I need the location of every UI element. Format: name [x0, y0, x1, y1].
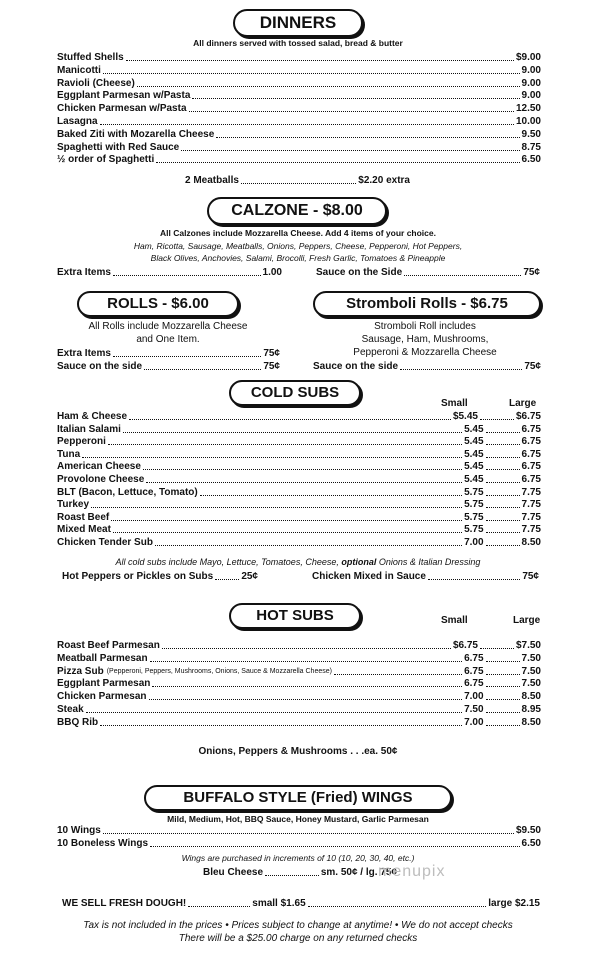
cold-sub-small-price: 5.45: [464, 423, 484, 435]
rolls-title: ROLLS - $6.00: [77, 291, 239, 317]
leader-dots: [108, 444, 462, 445]
hot-sub-large-price: 7.50: [521, 678, 541, 690]
leader-dots: [400, 369, 522, 370]
hot-subs-title: HOT SUBS: [229, 603, 361, 629]
wings-subtitle: Mild, Medium, Hot, BBQ Sauce, Honey Mustard, Garlic Parmesan: [167, 814, 429, 824]
cold-sub-name: Italian Salami: [57, 423, 121, 435]
dough-large: large $2.15: [488, 898, 540, 909]
leader-dots: [146, 482, 462, 483]
calzone-subtitle: All Calzones include Mozzarella Cheese. Add 4 items of your choice.: [159, 228, 436, 238]
cold-sub-name: Tuna: [57, 448, 81, 460]
leader-dots: [486, 495, 520, 496]
calzone-extra-row: [57, 267, 282, 279]
leader-dots: [113, 275, 261, 276]
leader-dots: [137, 86, 520, 87]
hot-sub-small-price: 6.75: [464, 678, 484, 690]
cold-sub-name: Mixed Meat: [57, 524, 111, 536]
leader-dots: [241, 183, 356, 184]
cold-sub-small-price: 5.75: [464, 486, 484, 498]
calzone-sauce-row: [316, 267, 540, 279]
dinner-name: Spaghetti with Red Sauce: [57, 141, 180, 153]
leader-dots: [100, 725, 462, 726]
leader-dots: [113, 356, 261, 357]
cold-sub-large-price: 6.75: [521, 436, 541, 448]
cold-sub-small-price: 5.75: [464, 511, 484, 523]
hot-sub-small-price: $6.75: [452, 640, 478, 651]
hot-sub-name: Pizza Sub: [57, 665, 104, 677]
hot-sub-name: Meatball Parmesan: [57, 652, 148, 664]
dinner-price: 9.50: [521, 128, 541, 140]
meatballs-name: 2 Meatballs: [185, 175, 239, 186]
bleu-cheese-row: [203, 867, 397, 879]
calzone-toppings-line1: Ham, Ricotta, Sausage, Meatballs, Onions, Peppers, Cheese, Pepperoni, Hot Peppers,: [133, 241, 463, 251]
hot-sub-small-price: 6.75: [464, 652, 484, 664]
bleu-cheese-price: sm. 50¢ / lg. 75¢: [320, 867, 397, 878]
dinner-row: [57, 129, 541, 141]
leader-dots: [308, 906, 487, 907]
dinner-price: 9.00: [521, 90, 541, 102]
hot-sub-small-price: 7.00: [464, 691, 484, 703]
leader-dots: [113, 532, 462, 533]
leader-dots: [144, 369, 261, 370]
dinner-name: Baked Ziti with Mozarella Cheese: [57, 128, 215, 140]
leader-dots: [265, 875, 319, 876]
dinners-title: DINNERS: [233, 9, 363, 37]
cold-sub-small-price: 7.00: [464, 537, 484, 548]
cold-sub-name: Pepperoni: [57, 436, 106, 448]
cold-sub-name: Turkey: [57, 499, 90, 511]
dinner-row: [57, 103, 541, 115]
hot-sub-large-price: 7.50: [521, 652, 541, 664]
leader-dots: [486, 699, 520, 700]
dough-label: WE SELL FRESH DOUGH!: [62, 898, 187, 909]
dinner-name: ½ order of Spaghetti: [57, 154, 155, 166]
dinner-price: 9.00: [521, 77, 541, 89]
cold-subs-title: COLD SUBS: [229, 380, 361, 406]
cold-sub-large-price: 6.75: [521, 448, 541, 460]
leader-dots: [486, 469, 520, 470]
hot-subs-small-header: Small: [441, 615, 468, 626]
dinner-name: Lasagna: [57, 116, 98, 127]
watermark: menupix: [378, 863, 446, 880]
leader-dots: [192, 98, 519, 99]
cold-sub-large-price: 8.50: [521, 537, 541, 548]
chicken-mixed-name: Chicken Mixed in Sauce: [312, 571, 426, 582]
cold-sub-large-price: 6.75: [521, 423, 541, 435]
leader-dots: [486, 457, 520, 458]
leader-dots: [91, 507, 462, 508]
dinner-price: 10.00: [515, 116, 541, 127]
footer-line1: Tax is not included in the prices • Prices subject to change at anytime! • We do not accept checks: [83, 920, 513, 931]
leader-dots: [103, 73, 520, 74]
cold-sub-large-price: $6.75: [515, 411, 541, 422]
wing-row: [57, 825, 541, 837]
cold-sub-small-price: 5.45: [464, 474, 484, 485]
stromboli-desc-line3: Pepperoni & Mozzarella Cheese: [353, 347, 497, 358]
leader-dots: [334, 674, 462, 675]
leader-dots: [480, 648, 514, 649]
leader-dots: [486, 482, 520, 483]
leader-dots: [152, 686, 462, 687]
dough-row: [62, 898, 540, 910]
leader-dots: [215, 579, 239, 580]
leader-dots: [181, 150, 519, 151]
dinner-row: [57, 90, 541, 102]
calzone-toppings-line2: Black Olives, Anchovies, Salami, Brocolli, Fresh Garlic, Tomatoes & Pineapple: [150, 253, 446, 263]
leader-dots: [486, 674, 520, 675]
leader-dots: [404, 275, 521, 276]
leader-dots: [100, 124, 514, 125]
rolls-sauce-name: Sauce on the side: [57, 361, 143, 372]
dinner-row: [57, 154, 541, 166]
hot-subs-extras: Onions, Peppers & Mushrooms . . .ea. 50¢: [198, 746, 398, 757]
cold-subs-note-optional: optional: [341, 557, 377, 567]
leader-dots: [486, 545, 520, 546]
hot-sub-large-price: 8.95: [521, 704, 541, 715]
leader-dots: [188, 906, 250, 907]
cold-sub-row: [57, 524, 541, 536]
rolls-sauce-row: [57, 361, 280, 373]
cold-sub-name: Provolone Cheese: [57, 474, 145, 485]
hot-peppers-row: [62, 571, 258, 583]
leader-dots: [111, 520, 462, 521]
cold-sub-row: [57, 537, 541, 549]
chicken-mixed-price: 75¢: [522, 571, 539, 582]
cold-sub-row: [57, 449, 541, 461]
hot-sub-small-price: 7.50: [464, 704, 484, 715]
hot-sub-small-price: 6.75: [464, 665, 484, 677]
cold-subs-small-header: Small: [441, 398, 468, 409]
cold-sub-small-price: 5.45: [464, 448, 484, 460]
leader-dots: [189, 111, 514, 112]
cold-sub-name: Ham & Cheese: [57, 411, 128, 422]
dinner-price: 12.50: [515, 103, 541, 115]
cold-sub-row: [57, 436, 541, 448]
wing-name: 10 Boneless Wings: [57, 837, 149, 849]
dinner-row: [57, 116, 541, 128]
hot-sub-row: [57, 678, 541, 690]
cold-subs-large-header: Large: [509, 398, 537, 409]
hot-sub-row: [57, 704, 541, 716]
cold-sub-name: American Cheese: [57, 461, 141, 473]
hot-sub-large-price: $7.50: [515, 640, 541, 651]
dinner-name: Eggplant Parmesan w/Pasta: [57, 90, 191, 102]
calzone-extra-name: Extra Items: [57, 267, 111, 278]
dinner-name: Manicotti: [57, 64, 101, 76]
cold-sub-small-price: $5.45: [452, 411, 478, 422]
leader-dots: [162, 648, 451, 649]
dinner-price: $9.00: [515, 52, 541, 63]
wing-row: [57, 838, 541, 850]
rolls-extra-name: Extra Items: [57, 348, 111, 359]
wings-title: BUFFALO STYLE (Fried) WINGS: [144, 785, 452, 811]
wing-price: $9.50: [515, 825, 541, 836]
hot-sub-small-price: 7.00: [464, 716, 484, 728]
hot-sub-large-price: 7.50: [521, 665, 541, 677]
rolls-extra-price: 75¢: [263, 348, 280, 359]
leader-dots: [486, 686, 520, 687]
leader-dots: [150, 846, 519, 847]
leader-dots: [129, 419, 451, 420]
leader-dots: [486, 432, 520, 433]
leader-dots: [86, 712, 462, 713]
hot-sub-row: [57, 691, 541, 703]
hot-sub-note: (Pepperoni, Peppers, Mushrooms, Onions, Sauce & Mozzarella Cheese): [106, 667, 332, 675]
cold-sub-name: Roast Beef: [57, 511, 110, 523]
rolls-sauce-price: 75¢: [263, 361, 280, 372]
hot-sub-row: [57, 640, 541, 652]
leader-dots: [486, 712, 520, 713]
calzone-sauce-price: 75¢: [523, 267, 540, 278]
cold-sub-row: [57, 474, 541, 486]
dinner-name: Stuffed Shells: [57, 52, 124, 63]
cold-sub-name: BLT (Bacon, Lettuce, Tomato): [57, 486, 198, 498]
leader-dots: [200, 495, 462, 496]
leader-dots: [126, 60, 514, 61]
dinner-name: Ravioli (Cheese): [57, 77, 135, 89]
stromboli-sauce-row: [313, 361, 541, 373]
stromboli-title: Stromboli Rolls - $6.75: [313, 291, 541, 317]
hot-sub-name: Steak: [57, 704, 84, 715]
calzone-sauce-name: Sauce on the Side: [316, 267, 403, 278]
dinner-row: [57, 52, 541, 64]
stromboli-sauce-name: Sauce on the side: [313, 361, 399, 372]
leader-dots: [156, 162, 519, 163]
leader-dots: [103, 833, 514, 834]
cold-sub-row: [57, 487, 541, 499]
cold-sub-name: Chicken Tender Sub: [57, 537, 153, 548]
cold-sub-row: [57, 424, 541, 436]
cold-subs-note-before: All cold subs include Mayo, Lettuce, Tomatoes, Cheese,: [115, 557, 339, 567]
hot-sub-name: BBQ Rib: [57, 716, 99, 728]
hot-peppers-price: 25¢: [241, 571, 258, 582]
cold-sub-small-price: 5.75: [464, 499, 484, 511]
leader-dots: [155, 545, 462, 546]
stromboli-desc-line1: Stromboli Roll includes: [374, 321, 476, 332]
leader-dots: [486, 444, 520, 445]
rolls-desc-line1: All Rolls include Mozzarella Cheese: [88, 321, 248, 332]
dinner-row: [57, 142, 541, 154]
meatballs-row: [185, 175, 410, 187]
cold-sub-large-price: 7.75: [521, 511, 541, 523]
dinners-subtitle: All dinners served with tossed salad, bread & butter: [193, 38, 403, 48]
cold-sub-small-price: 5.45: [464, 461, 484, 473]
rolls-desc-line2: and One Item.: [136, 334, 200, 345]
meatballs-price: $2.20 extra: [358, 175, 410, 186]
dinner-price: 6.50: [521, 154, 541, 166]
cold-sub-large-price: 7.75: [521, 524, 541, 536]
hot-sub-name: Roast Beef Parmesan: [57, 640, 160, 651]
leader-dots: [480, 419, 514, 420]
leader-dots: [486, 661, 520, 662]
cold-subs-note-after: Onions & Italian Dressing: [378, 557, 481, 567]
hot-sub-row: [57, 666, 541, 678]
stromboli-sauce-price: 75¢: [524, 361, 541, 372]
cold-sub-large-price: 7.75: [521, 499, 541, 511]
wing-price: 6.50: [521, 837, 541, 849]
cold-sub-row: [57, 411, 541, 423]
footer-line2: There will be a $25.00 charge on any returned checks: [178, 933, 418, 944]
hot-sub-large-price: 8.50: [521, 691, 541, 703]
chicken-mixed-row: [312, 571, 539, 583]
leader-dots: [82, 457, 462, 458]
cold-sub-row: [57, 499, 541, 511]
cold-sub-small-price: 5.45: [464, 436, 484, 448]
leader-dots: [149, 699, 463, 700]
leader-dots: [486, 507, 520, 508]
hot-sub-row: [57, 717, 541, 729]
bleu-cheese-name: Bleu Cheese: [203, 867, 264, 878]
hot-peppers-name: Hot Peppers or Pickles on Subs: [62, 571, 214, 582]
rolls-extra-row: [57, 348, 280, 360]
leader-dots: [216, 137, 519, 138]
leader-dots: [486, 725, 520, 726]
calzone-extra-price: 1.00: [262, 267, 282, 278]
dinner-price: 9.00: [521, 64, 541, 76]
leader-dots: [150, 661, 462, 662]
cold-sub-small-price: 5.75: [464, 524, 484, 536]
hot-subs-large-header: Large: [513, 615, 541, 626]
leader-dots: [428, 579, 520, 580]
wing-name: 10 Wings: [57, 825, 101, 836]
dinner-row: [57, 65, 541, 77]
cold-sub-row: [57, 512, 541, 524]
dinner-price: 8.75: [521, 141, 541, 153]
cold-subs-note: [0, 557, 596, 568]
cold-sub-row: [57, 461, 541, 473]
hot-sub-name: Eggplant Parmesan: [57, 678, 151, 690]
cold-sub-large-price: 6.75: [521, 461, 541, 473]
cold-sub-large-price: 6.75: [521, 474, 541, 485]
calzone-title: CALZONE - $8.00: [207, 197, 387, 225]
hot-sub-large-price: 8.50: [521, 716, 541, 728]
hot-sub-row: [57, 653, 541, 665]
stromboli-desc-line2: Sausage, Ham, Mushrooms,: [361, 334, 489, 345]
leader-dots: [143, 469, 462, 470]
leader-dots: [123, 432, 462, 433]
cold-sub-large-price: 7.75: [521, 486, 541, 498]
wings-note: Wings are purchased in increments of 10 (10, 20, 30, 40, etc.): [181, 853, 415, 863]
dinner-row: [57, 78, 541, 90]
hot-sub-name: Chicken Parmesan: [57, 691, 147, 703]
dinner-name: Chicken Parmesan w/Pasta: [57, 103, 187, 115]
dough-small: small $1.65: [252, 898, 306, 909]
leader-dots: [486, 520, 520, 521]
leader-dots: [486, 532, 520, 533]
